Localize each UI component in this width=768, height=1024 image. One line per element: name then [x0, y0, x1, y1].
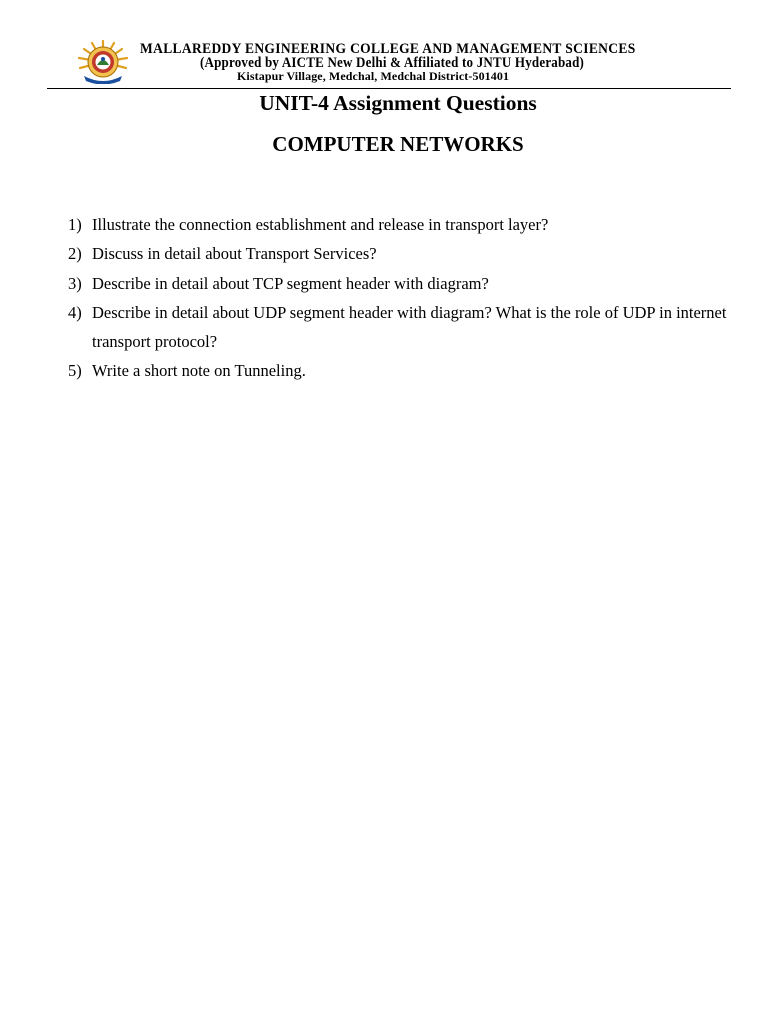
document-header — [0, 0, 768, 90]
question-text: Illustrate the connection establishment and release in transport layer? — [92, 215, 549, 234]
assignment-title: UNIT-4 Assignment Questions — [259, 91, 537, 115]
question-number: 1) — [68, 215, 82, 234]
college-emblem-icon — [74, 40, 132, 84]
question-text: Discuss in detail about Transport Services? — [92, 244, 377, 264]
subject-title: COMPUTER NETWORKS — [272, 132, 524, 156]
question-text: Describe in detail about TCP segment header with diagram? — [92, 273, 489, 293]
college-address: Kistapur Village, Medchal, Medchal District-501401 — [237, 69, 510, 83]
college-name: MALLAREDDY ENGINEERING COLLEGE AND MANAGEMENT SCIENCES — [140, 40, 636, 57]
question-number: 4) — [68, 302, 82, 322]
list-item — [68, 239, 738, 268]
question-number: 5) — [68, 361, 82, 381]
question-text: Write a short note on Tunneling. — [92, 361, 306, 381]
list-item — [68, 269, 738, 298]
question-number: 3) — [68, 273, 82, 293]
question-number: 2) — [68, 244, 82, 264]
list-item — [68, 356, 738, 385]
list-item — [68, 210, 738, 239]
question-text: Describe in detail about UDP segment header with diagram? What is the role of UDP in internet transport protocol? — [92, 302, 727, 352]
header-divider — [47, 88, 731, 89]
question-list — [68, 210, 738, 386]
college-approval: (Approved by AICTE New Delhi & Affiliated to JNTU Hyderabad) — [200, 54, 585, 71]
list-item — [68, 298, 738, 357]
